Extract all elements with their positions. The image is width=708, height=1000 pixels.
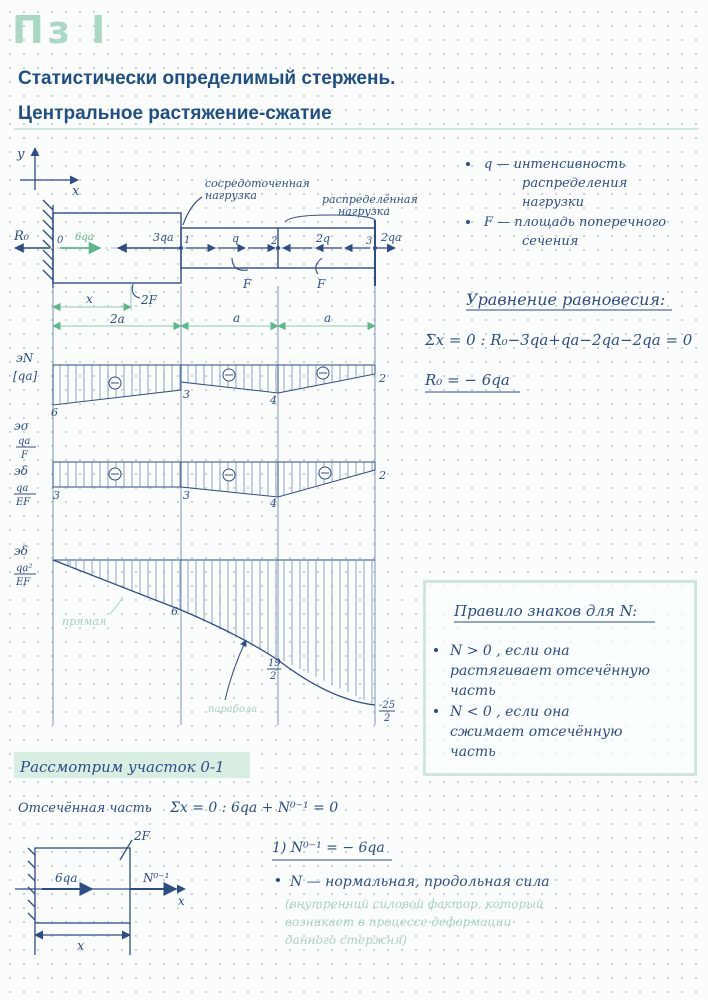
N-value-2: 4 (270, 394, 277, 407)
label-3qa: 3qa (153, 231, 174, 244)
rule-neg-3: часть (450, 744, 496, 760)
y-axis-label: y (17, 147, 25, 162)
label-2F: 2F (141, 293, 157, 307)
disp-value-25-den: 2 (384, 713, 391, 724)
equilibrium-equation: Σx = 0 : R₀−3qa+qa−2qa−2qa = 0 (425, 331, 693, 349)
rule-pos-2: растягивает отсечённую (450, 663, 651, 679)
N-value-right: 2 (379, 372, 386, 385)
note-F-1: F — площадь поперечного (484, 215, 667, 230)
note-q-2: распределения (522, 176, 628, 191)
label-2qa: 2qa (381, 231, 402, 244)
diagram-eps (53, 462, 375, 497)
N-value-left: 6 (51, 406, 58, 419)
disp-value-19-den: 2 (270, 671, 277, 682)
diagram-N (53, 365, 375, 405)
label-distributed-1: распределённая (322, 193, 418, 206)
label-2q: 2q (316, 232, 331, 245)
definition-sub-3: данного стержня) (285, 933, 407, 947)
disp-value-19-num: 19 (268, 658, 281, 669)
label-R0: R₀ (14, 229, 29, 244)
eps-value-1: 3 (183, 489, 190, 502)
sketch-N: N⁰⁻¹ (143, 871, 170, 885)
fixed-support-wall (43, 200, 53, 288)
sigma-diagram-label-3: F (21, 450, 28, 461)
label-concentrated-1: сосредоточенная (205, 177, 310, 190)
disp-diagram-label-3: EF (16, 577, 31, 588)
disp-value-6: 6 (171, 605, 178, 618)
note-F-2: сечения (522, 234, 579, 249)
title-line-2: Центральное растяжение-сжатие (18, 103, 332, 124)
rule-neg-2: сжимает отсечённую (450, 724, 623, 740)
disp-diagram-label-2: qa² (16, 563, 33, 574)
dim-a-2: a (324, 311, 332, 325)
sketch-2F: 2F (134, 829, 150, 843)
equilibrium-title: Уравнение равновесия: (466, 290, 666, 309)
definition-sub-2: возникает в процессе деформации (285, 915, 512, 929)
sketch-6qa: 6qa (55, 871, 78, 885)
eps-diagram-label-2: qa (16, 483, 29, 494)
label-F-2: F (317, 277, 326, 291)
sketch-x-axis: x (178, 894, 185, 908)
sketch-x-dim: x (77, 939, 85, 954)
definition-sub-1: (внутренний силовой фактор, который (285, 897, 544, 911)
sigma-diagram-label-1: эσ (14, 419, 29, 433)
node-1: 1 (184, 235, 191, 246)
label-concentrated-2: нагрузка (205, 189, 257, 202)
tag-straight: прямая (62, 615, 107, 628)
definition-main: N — нормальная, продольная сила (290, 874, 550, 890)
tag-parabola: парабола (208, 704, 258, 715)
disp-diagram-label-1: эδ (14, 544, 28, 558)
eps-value-2: 4 (270, 497, 277, 510)
eps-value-left: 3 (53, 489, 60, 502)
N-value-1: 3 (183, 388, 190, 401)
rule-neg-1: N < 0 , если она (450, 704, 570, 720)
section-equation: Σx = 0 : 6qa + N⁰⁻¹ = 0 (170, 800, 339, 816)
disp-value-25-num: -25 (379, 700, 396, 711)
rule-pos-3: часть (450, 683, 496, 699)
eps-diagram-label-3: EF (16, 497, 31, 508)
node-3: 3 (366, 236, 373, 247)
eps-diagram-label-1: эδ (14, 464, 28, 478)
eps-value-right: 2 (379, 469, 386, 482)
note-q-3: нагрузки (522, 195, 584, 210)
N-diagram-label-2: [qa] (13, 369, 38, 383)
dim-2a: 2a (110, 312, 125, 326)
axes-sketch (20, 148, 78, 190)
page-code-title: Пз I (12, 8, 110, 52)
node-0: 0 (57, 235, 64, 246)
R0-result: R₀ = − 6qa (425, 371, 510, 389)
dim-a-1: a (233, 311, 241, 325)
diagram-displacement (53, 560, 375, 705)
node-2: 2 (271, 236, 278, 247)
x-axis-label: x (72, 184, 80, 199)
bar-scheme (53, 213, 375, 286)
rule-title: Правило знаков для N: (454, 602, 638, 620)
sigma-diagram-label-2: qa (18, 436, 31, 447)
N-diagram-label-1: эN (16, 351, 34, 365)
rule-pos-1: N > 0 , если она (450, 643, 570, 659)
title-line-1: Статистически определимый стержень. (18, 68, 396, 89)
section-title: Рассмотрим участок 0-1 (20, 758, 225, 776)
label-distributed-2: нагрузка (338, 205, 390, 218)
cut-part-label: Отсечённая часть (18, 801, 152, 816)
section-result: 1) N⁰⁻¹ = − 6qa (272, 840, 385, 856)
note-q-1: q — интенсивность (484, 157, 626, 172)
label-6qa: 6qa (75, 232, 94, 243)
label-q: q (232, 232, 240, 245)
label-F-1: F (243, 277, 252, 291)
dim-x: x (86, 292, 93, 306)
cut-part-sketch (15, 840, 185, 955)
